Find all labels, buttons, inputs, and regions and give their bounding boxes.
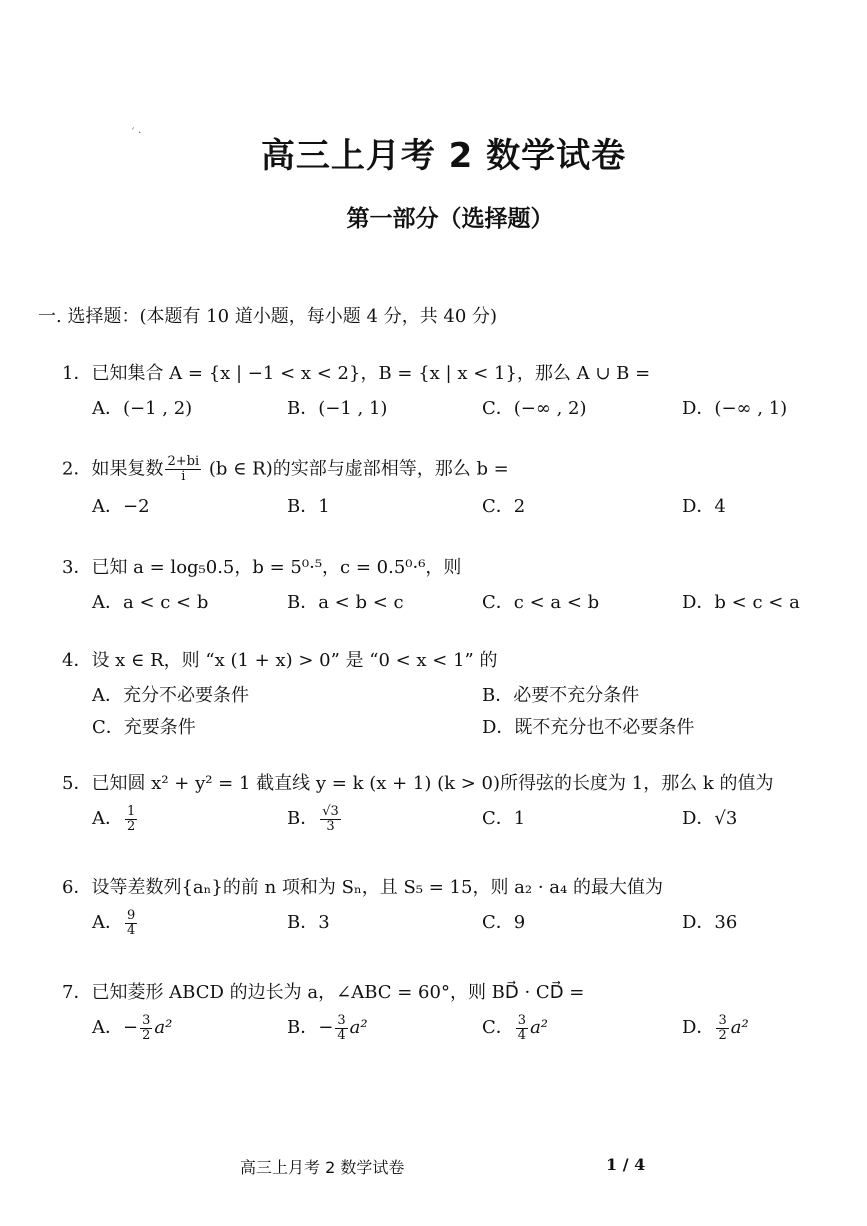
question-7 [62, 981, 832, 1043]
options-row [62, 588, 832, 618]
question-number: 1． [62, 363, 92, 384]
footer-title: 高三上月考 2 数学试卷 [240, 1158, 405, 1177]
question-text: 设等差数列{aₙ}的前 n 项和为 Sₙ，且 S₅ = 15，则 a₂ · a₄ 的最大值为 [91, 877, 663, 898]
option-c[interactable]: C．c < a < b [482, 592, 600, 613]
fraction: $\frac{√3}{3}$ [322, 803, 339, 834]
options-row [62, 1013, 832, 1043]
option-a[interactable]: A．− $\frac{3}{2}$ a² [92, 1012, 173, 1043]
fraction: $\frac{1}{2}$ [127, 803, 136, 834]
option-d[interactable]: D．b < c < a [682, 592, 800, 613]
option-a[interactable]: A． $\frac{9}{4}$ [92, 907, 136, 938]
options-row [62, 713, 832, 743]
question-text: 设 x ∈ R，则 “x (1 + x) > 0” 是 “0 < x < 1” 的 [91, 650, 498, 671]
option-b[interactable]: B．3 [287, 912, 330, 933]
question-number: 4． [62, 650, 92, 671]
question-text-suffix: (b ∈ R)的实部与虚部相等，那么 b = [203, 458, 509, 480]
option-c[interactable]: C．充要条件 [92, 717, 196, 738]
option-a[interactable]: A．(−1 , 2) [92, 398, 193, 419]
option-a[interactable]: A．充分不必要条件 [92, 685, 249, 706]
option-c[interactable]: C． $\frac{3}{4}$ a² [482, 1012, 549, 1043]
fraction: $\frac{3}{4}$ [517, 1012, 527, 1043]
question-2 [62, 455, 832, 522]
question-text: 已知菱形 ABCD 的边长为 a，∠ABC = 60°，则 BD⃗ · CD⃗ = [91, 982, 585, 1003]
option-b[interactable]: B．(−1 , 1) [287, 398, 388, 419]
option-b[interactable]: B．− $\frac{3}{4}$ a² [287, 1012, 368, 1043]
option-d[interactable]: D． $\frac{3}{2}$ a² [682, 1012, 749, 1043]
section-heading: 一. 选择题：(本题有 10 道小题，每小题 4 分，共 40 分) [38, 306, 498, 327]
option-d[interactable]: D．36 [682, 912, 738, 933]
option-d[interactable]: D．√3 [682, 808, 738, 829]
question-stem [62, 876, 832, 900]
complex-fraction: $\frac{2+bi}{i}$ [167, 454, 200, 484]
options-row [62, 681, 832, 711]
question-3 [62, 556, 832, 618]
question-stem [62, 362, 832, 386]
option-d[interactable]: D．(−∞ , 1) [682, 398, 788, 419]
question-text-prefix: 如果复数 [91, 458, 164, 480]
option-c[interactable]: C．9 [482, 912, 526, 933]
option-c[interactable]: C．1 [482, 808, 526, 829]
page-number: 1 / 4 [606, 1155, 646, 1174]
option-a[interactable]: A．a < c < b [92, 592, 209, 613]
fraction: $\frac{3}{2}$ [142, 1012, 151, 1043]
question-number: 3． [62, 557, 92, 578]
question-number: 2． [62, 458, 92, 480]
options-row [62, 804, 832, 834]
question-6 [62, 876, 832, 938]
option-b[interactable]: B． $\frac{√3}{3}$ [287, 803, 339, 834]
part-title: 第一部分（选择题） [346, 206, 554, 232]
option-d[interactable]: D．既不充分也不必要条件 [482, 717, 695, 738]
question-number: 6． [62, 877, 92, 898]
option-d[interactable]: D．4 [682, 496, 726, 517]
question-text: 已知 a = log₅0.5，b = 5⁰·⁵，c = 0.5⁰·⁶，则 [91, 557, 462, 578]
options-row [62, 908, 832, 938]
fraction: $\frac{3}{2}$ [718, 1012, 727, 1043]
option-a[interactable]: A．−2 [92, 496, 150, 517]
fraction: $\frac{9}{4}$ [127, 907, 136, 938]
question-stem [62, 981, 832, 1005]
question-5 [62, 772, 832, 834]
question-4 [62, 649, 832, 743]
page-title: 高三上月考 2 数学试卷 [260, 136, 627, 176]
question-stem [62, 772, 832, 796]
option-c[interactable]: C．2 [482, 496, 526, 517]
option-b[interactable]: B．a < b < c [287, 592, 404, 613]
question-stem [62, 455, 832, 484]
fraction: $\frac{3}{4}$ [337, 1012, 346, 1043]
question-1 [62, 362, 832, 424]
options-row [62, 394, 832, 424]
question-number: 7． [62, 982, 92, 1003]
option-c[interactable]: C．(−∞ , 2) [482, 398, 587, 419]
question-text: 已知圆 x² + y² = 1 截直线 y = k (x + 1) (k > 0)所得弦的长度为 1，那么 k 的值为 [91, 773, 774, 794]
options-row [62, 492, 832, 522]
option-b[interactable]: B．必要不充分条件 [482, 685, 640, 706]
question-text: 已知集合 A = {x | −1 < x < 2}，B = {x | x < 1}，那么 A ∪ B = [91, 363, 651, 384]
question-stem [62, 556, 832, 580]
option-a[interactable]: A． $\frac{1}{2}$ [92, 803, 136, 834]
question-stem [62, 649, 832, 673]
scan-speck: ˊ · [130, 128, 142, 139]
option-b[interactable]: B．1 [287, 496, 330, 517]
question-number: 5． [62, 773, 92, 794]
